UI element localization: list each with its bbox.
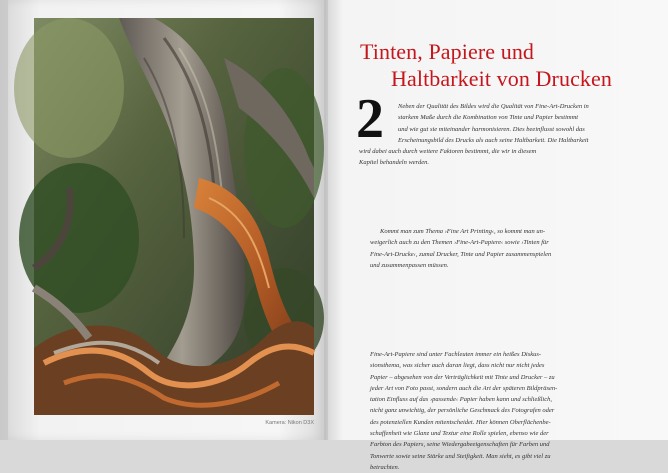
twisted-tree-photo — [34, 18, 314, 415]
body-line: nicht ganz unwichtig, der persönliche Geschmack des Fotografen oder — [370, 407, 555, 415]
intro-line: Erscheinungsbild des Drucks als auch seine Haltbarkeit. Die Haltbarkeit — [398, 136, 589, 144]
body-line: Fine-Art-Papiere sind unter Fachleuten immer ein heißes Diskus- — [370, 351, 542, 358]
intro-line: wird dabei auch durch weitere Faktoren bestimmt, die wir in diesem — [359, 148, 537, 156]
intro-line: und wie gut sie miteinander harmonisieren. Dies beeinflusst sowohl das — [398, 125, 585, 133]
book-gutter — [324, 0, 328, 440]
body-line: Farbton des Papiers, seine Wiedergabeeigenschaften für Farben und — [370, 441, 550, 449]
body-line: weigerlich auch zu den Themen ›Fine-Art-Papiere‹ sowie ›Tinten für — [370, 239, 549, 247]
chapter-number: 2 — [356, 88, 384, 150]
intro-line: starkem Maße durch die Kombination von Tinte und Papier bestimmt — [398, 114, 579, 122]
body-line: Fine-Art-Drucke‹, zumal Drucker, Tinte und Papier zusammenspielen — [370, 250, 552, 258]
chapter-title-line-1: Tinten, Papiere und — [360, 39, 535, 64]
body-line: sionsthema, was sicher auch daran liegt, dass nicht nur nicht jedes — [370, 362, 545, 370]
body-paragraph-2 — [370, 349, 620, 473]
intro-line: Kapitel behandeln werden. — [359, 159, 429, 167]
photo-credit: Kamera: Nikon D3X — [265, 420, 314, 426]
chapter-title — [350, 38, 650, 92]
chapter-title-line-2: Haltbarkeit von Drucken — [391, 66, 612, 91]
body-line: Tonwerte sowie seine Stärke und Steifigkeit. Man sieht, es gibt viel zu — [370, 452, 551, 460]
body-line: des potenziellen Kunden mitentscheidet. Hier können Oberflächenbe- — [370, 418, 551, 426]
body-line: Papier – abgesehen von der Verträglichkeit mit Tinte und Drucker – zu — [370, 373, 555, 381]
tree-illustration — [34, 18, 314, 415]
body-line: betrachten. — [370, 463, 400, 471]
intro-line: Neben der Qualität des Bildes wird die Qualität von Fine-Art-Drucken in — [398, 103, 589, 110]
chapter-intro — [359, 101, 628, 169]
body-line: schaffenheit wie Glanz und Textur eine Rolle spielen, ebenso wie der — [370, 430, 549, 438]
body-line: tation Einfluss auf das ›passende‹ Papier haben kann und schließlich, — [370, 396, 552, 404]
body-line: Kommt man zum Thema ›Fine Art Printing‹, so kommt man un- — [380, 228, 546, 235]
body-line: und zusammenpassen müssen. — [370, 261, 449, 269]
body-line: jeder Art von Foto passt, sondern auch die Art der späteren Bildpräsen- — [370, 384, 558, 392]
body-paragraph-1 — [370, 226, 620, 271]
